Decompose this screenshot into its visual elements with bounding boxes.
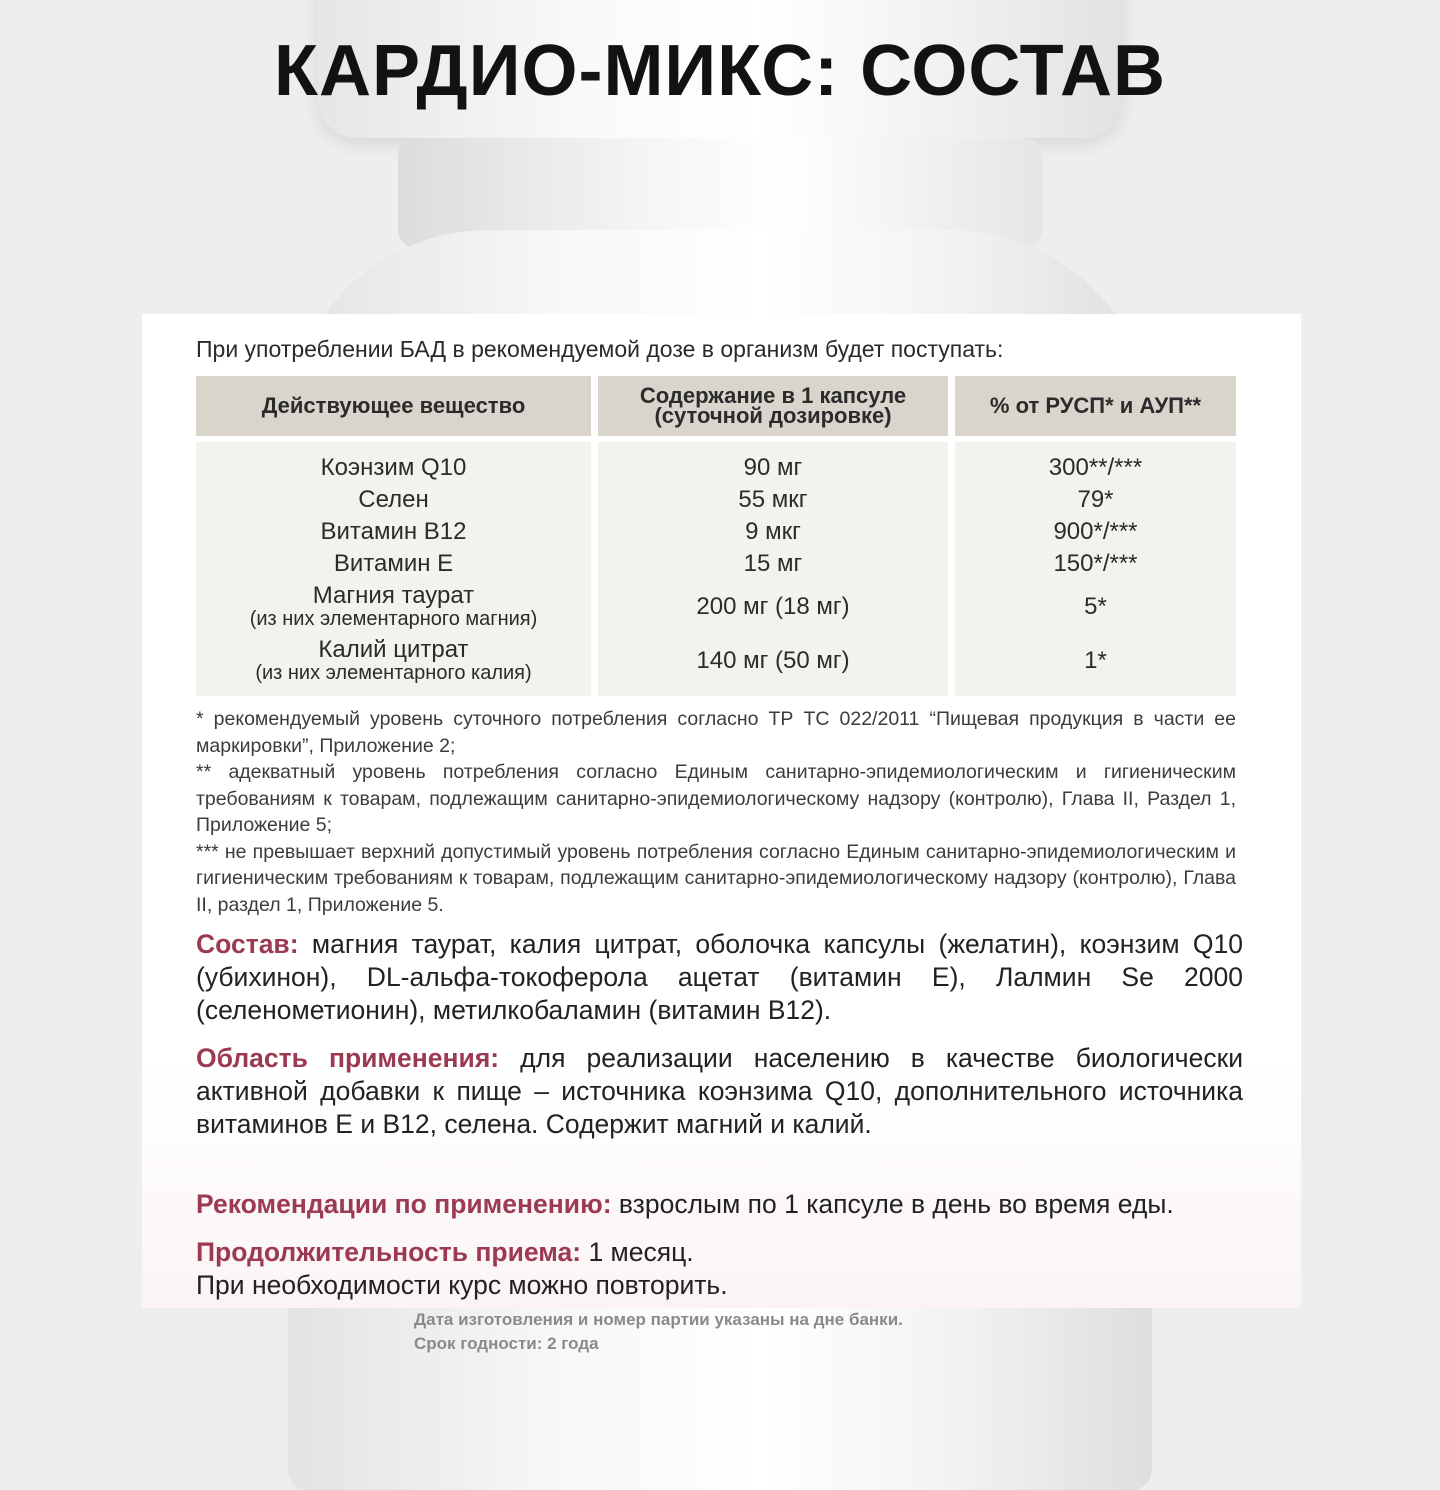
table-cell: 1* <box>1084 647 1107 674</box>
composition-panel <box>142 314 1301 1308</box>
table-cell: 55 мкг <box>738 486 808 513</box>
header-label: Действующее вещество <box>261 393 526 418</box>
table-cell: 300**/*** <box>1048 454 1143 481</box>
section-label: Область применения: <box>196 1043 500 1073</box>
footnote: ** адекватный уровень потребления согласно Единым санитарно-эпидемиологическим и гигиеническим требованиям к товарам, подлежащим санитарно-эпидемиологическому надзору (контролю), Глава II, Раздел 1, Приложение 5; <box>196 761 1236 836</box>
section-label: Рекомендации по применению: <box>196 1189 612 1219</box>
table-cell: 900*/*** <box>1053 518 1138 545</box>
table-header-content <box>598 376 948 436</box>
table-cell: Магния таурат (из них элементарного магния) <box>249 582 538 630</box>
table-cell: 9 мкг <box>745 518 801 545</box>
application-area-section <box>196 1042 1243 1141</box>
table-cell: Витамин В12 <box>320 518 467 545</box>
table-cell: Селен <box>358 486 429 513</box>
section-text: для реализации населению в качестве биологически активной добавки к пище – источника коэнзима Q10, дополнительного источника витаминов Е и В12, селена. Содержит магний и калий. <box>196 1043 1243 1139</box>
footnote: *** не превышает верхний допустимый уровень потребления согласно Единым санитарно-эпидемиологическим и гигиеническим требованиям к товарам, подлежащим санитарно-эпидемиологическому надзору (контролю), Глава II, раздел 1, Приложение 5. <box>196 840 1236 916</box>
table-cell: 5* <box>1084 593 1107 620</box>
section-text: взрослым по 1 капсуле в день во время еды. <box>618 1189 1174 1219</box>
bottle-label-line: Срок годности: 2 года <box>414 1334 599 1353</box>
table-cell: 90 мг <box>743 454 803 481</box>
footnotes <box>196 706 1236 918</box>
composition-section <box>196 928 1243 1027</box>
section-label: Продолжительность приема: <box>196 1237 582 1267</box>
section-text: магния таурат, калия цитрат, оболочка капсулы (желатин), коэнзим Q10 (убихинон), DL-альфа-токоферола ацетат (витамин Е), Лалмин Se 2000 (селенометионин), метилкобаламин (витамин В12). <box>196 929 1243 1025</box>
table-cell: Витамин Е <box>333 550 454 577</box>
table-column-amount <box>598 442 948 696</box>
table-cell: Коэнзим Q10 <box>320 454 467 481</box>
table-column-percent <box>955 442 1236 696</box>
section-text: 1 месяц. <box>588 1237 694 1267</box>
table-column-substance <box>196 442 591 696</box>
table-cell: 15 мг <box>743 550 803 577</box>
duration-section <box>196 1236 1243 1302</box>
header-label: % от РУСП* и АУП** <box>989 393 1202 418</box>
recommendations-section <box>196 1188 1243 1221</box>
header-label: (суточной дозировке) <box>654 403 892 428</box>
header-label: Содержание в 1 капсуле <box>639 383 907 408</box>
table-cell: 150*/*** <box>1053 550 1138 577</box>
section-text-2: При необходимости курс можно повторить. <box>196 1270 728 1300</box>
table-header-percent <box>955 376 1236 436</box>
bottle-label-text <box>414 1308 1114 1356</box>
nutrient-table <box>196 376 1236 696</box>
table-cell: 79* <box>1077 486 1114 513</box>
table-header-substance <box>196 376 591 436</box>
footnote: * рекомендуемый уровень суточного потребления согласно ТР ТС 022/2011 “Пищевая продукция в части ее маркировки”, Приложение 2; <box>196 708 1236 757</box>
table-cell: 140 мг (50 мг) <box>696 647 850 674</box>
section-label: Состав: <box>196 929 299 959</box>
page-title: КАРДИО-МИКС: СОСТАВ <box>274 31 1166 111</box>
table-cell: Калий цитрат (из них элементарного калия) <box>255 636 532 684</box>
bottle-label-line: Дата изготовления и номер партии указаны на дне банки. <box>414 1310 903 1329</box>
table-cell: 200 мг (18 мг) <box>696 593 850 620</box>
intro-text: При употреблении БАД в рекомендуемой дозе в организм будет поступать: <box>196 336 1004 362</box>
